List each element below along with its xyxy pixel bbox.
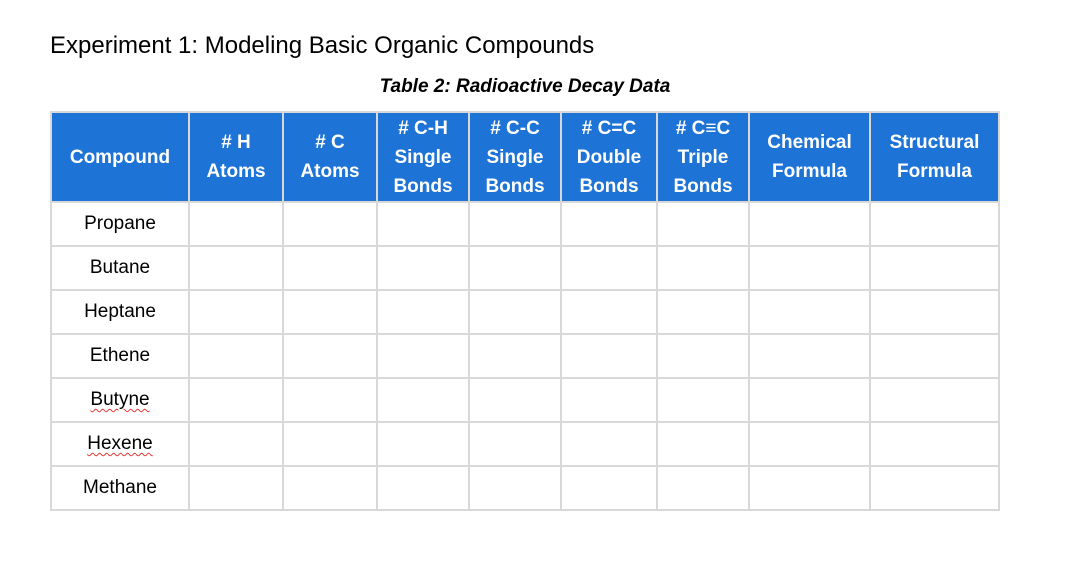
- compound-cell[interactable]: [51, 246, 189, 290]
- table-cell-c-atoms[interactable]: [283, 378, 377, 422]
- table-cell-cc-double-bonds[interactable]: [561, 378, 657, 422]
- table-cell-cc-triple-bonds[interactable]: [657, 202, 749, 246]
- column-header-line: Bonds: [485, 175, 545, 197]
- table-cell-c-atoms[interactable]: [283, 334, 377, 378]
- table-cell-chemical-formula[interactable]: [749, 378, 870, 422]
- table-cell-cc-double-bonds[interactable]: [561, 246, 657, 290]
- table-cell-h-atoms[interactable]: [189, 290, 283, 334]
- table-cell-cc-single-bonds[interactable]: [469, 378, 561, 422]
- column-header-ch-single-bonds: [377, 112, 469, 202]
- table-cell-cc-double-bonds[interactable]: [561, 202, 657, 246]
- table-cell-ch-single-bonds[interactable]: [377, 246, 469, 290]
- table-cell-h-atoms[interactable]: [189, 246, 283, 290]
- column-header-line: Single: [486, 146, 544, 168]
- document-title: Experiment 1: Modeling Basic Organic Compounds: [50, 32, 595, 59]
- table-caption: Table 2: Radioactive Decay Data: [379, 76, 671, 97]
- table-row: [51, 290, 999, 334]
- table-cell-h-atoms[interactable]: [189, 334, 283, 378]
- table-cell-chemical-formula[interactable]: [749, 246, 870, 290]
- table-cell-chemical-formula[interactable]: [749, 334, 870, 378]
- column-header-line: Bonds: [393, 175, 453, 197]
- table-cell-cc-triple-bonds[interactable]: [657, 466, 749, 510]
- table-cell-chemical-formula[interactable]: [749, 202, 870, 246]
- column-header-line: Atoms: [206, 161, 266, 182]
- column-header-line: Double: [576, 146, 642, 168]
- table-cell-h-atoms[interactable]: [189, 422, 283, 466]
- column-header-line: Compound: [69, 146, 171, 168]
- column-header-line: # C: [315, 132, 345, 153]
- column-header-line: Single: [394, 146, 452, 168]
- column-header-line: Atoms: [300, 161, 360, 182]
- compound-cell[interactable]: [51, 290, 189, 334]
- compound-name: Butane: [89, 257, 151, 278]
- column-header-chemical-formula: [749, 112, 870, 202]
- table-cell-structural-formula[interactable]: [870, 246, 999, 290]
- compound-cell[interactable]: [51, 378, 189, 422]
- table-body: [51, 202, 999, 510]
- table-cell-cc-triple-bonds[interactable]: [657, 246, 749, 290]
- table-cell-chemical-formula[interactable]: [749, 466, 870, 510]
- table-row: [51, 422, 999, 466]
- table-cell-c-atoms[interactable]: [283, 466, 377, 510]
- compound-name: Methane: [83, 477, 157, 498]
- table-cell-cc-triple-bonds[interactable]: [657, 290, 749, 334]
- table-cell-h-atoms[interactable]: [189, 202, 283, 246]
- column-header-line: Formula: [772, 161, 847, 182]
- column-header-cc-single-bonds: [469, 112, 561, 202]
- table-row: [51, 378, 999, 422]
- column-header-line: Formula: [897, 161, 972, 182]
- table-row: [51, 246, 999, 290]
- table-cell-ch-single-bonds[interactable]: [377, 202, 469, 246]
- table-row: [51, 202, 999, 246]
- table-cell-cc-single-bonds[interactable]: [469, 246, 561, 290]
- table-row: [51, 466, 999, 510]
- table-cell-h-atoms[interactable]: [189, 466, 283, 510]
- column-header-line: Bonds: [579, 175, 639, 197]
- compound-cell[interactable]: [51, 422, 189, 466]
- table-cell-ch-single-bonds[interactable]: [377, 422, 469, 466]
- table-cell-cc-single-bonds[interactable]: [469, 334, 561, 378]
- table-cell-cc-double-bonds[interactable]: [561, 290, 657, 334]
- compound-cell[interactable]: [51, 202, 189, 246]
- table-cell-cc-double-bonds[interactable]: [561, 334, 657, 378]
- table-cell-ch-single-bonds[interactable]: [377, 290, 469, 334]
- table-cell-cc-single-bonds[interactable]: [469, 466, 561, 510]
- table-cell-ch-single-bonds[interactable]: [377, 466, 469, 510]
- compound-name: Hexene: [87, 433, 153, 454]
- compound-name: Heptane: [84, 301, 156, 322]
- table-cell-chemical-formula[interactable]: [749, 290, 870, 334]
- column-header-structural-formula: [870, 112, 999, 202]
- column-header-line: Chemical: [767, 132, 852, 153]
- table-cell-structural-formula[interactable]: [870, 202, 999, 246]
- table-row: [51, 334, 999, 378]
- compound-cell[interactable]: [51, 334, 189, 378]
- column-header-compound: [51, 112, 189, 202]
- header-row: [51, 112, 999, 202]
- table-cell-c-atoms[interactable]: [283, 246, 377, 290]
- compound-name: Ethene: [89, 345, 151, 366]
- table-cell-ch-single-bonds[interactable]: [377, 334, 469, 378]
- table-cell-chemical-formula[interactable]: [749, 422, 870, 466]
- table-cell-structural-formula[interactable]: [870, 378, 999, 422]
- compound-name: Butyne: [90, 389, 150, 410]
- column-header-line: # C=C: [581, 117, 637, 139]
- compounds-table: [50, 111, 1000, 511]
- column-header-c-atoms: [283, 112, 377, 202]
- table-cell-c-atoms[interactable]: [283, 202, 377, 246]
- table-cell-structural-formula[interactable]: [870, 466, 999, 510]
- table-cell-cc-triple-bonds[interactable]: [657, 334, 749, 378]
- table-cell-c-atoms[interactable]: [283, 290, 377, 334]
- column-header-line: # H: [221, 132, 251, 153]
- table-cell-structural-formula[interactable]: [870, 422, 999, 466]
- table-cell-cc-double-bonds[interactable]: [561, 422, 657, 466]
- column-header-line: Bonds: [673, 175, 733, 197]
- column-header-cc-triple-bonds: [657, 112, 749, 202]
- table-cell-structural-formula[interactable]: [870, 290, 999, 334]
- table-cell-cc-single-bonds[interactable]: [469, 422, 561, 466]
- table-header: [51, 112, 999, 202]
- table-cell-cc-single-bonds[interactable]: [469, 290, 561, 334]
- compound-name: Propane: [84, 213, 156, 234]
- column-header-line: # C≡C: [675, 117, 731, 139]
- table-cell-ch-single-bonds[interactable]: [377, 378, 469, 422]
- table-cell-h-atoms[interactable]: [189, 378, 283, 422]
- table-cell-c-atoms[interactable]: [283, 422, 377, 466]
- column-header-line: Triple: [677, 146, 729, 168]
- table-cell-structural-formula[interactable]: [870, 334, 999, 378]
- table-cell-cc-triple-bonds[interactable]: [657, 378, 749, 422]
- table-cell-cc-triple-bonds[interactable]: [657, 422, 749, 466]
- column-header-line: # C-H: [398, 117, 448, 139]
- compound-cell[interactable]: [51, 466, 189, 510]
- column-header-line: # C-C: [490, 117, 540, 139]
- column-header-h-atoms: [189, 112, 283, 202]
- column-header-cc-double-bonds: [561, 112, 657, 202]
- column-header-line: Structural: [889, 132, 980, 153]
- table-cell-cc-double-bonds[interactable]: [561, 466, 657, 510]
- table-cell-cc-single-bonds[interactable]: [469, 202, 561, 246]
